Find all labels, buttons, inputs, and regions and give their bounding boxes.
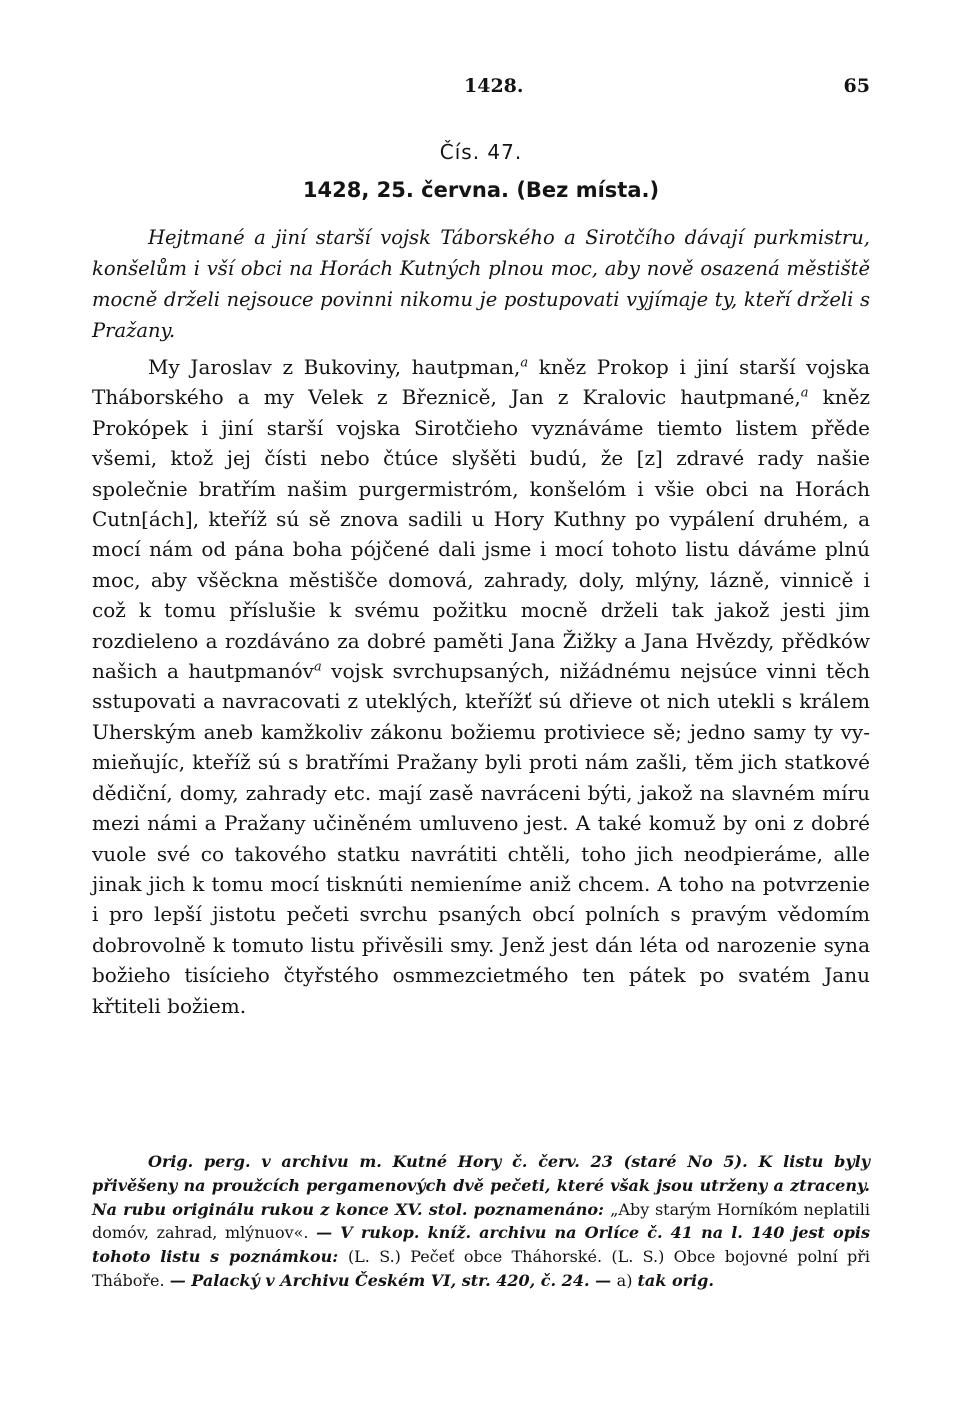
note-part: Orig. perg. v archivu m. Kutné Hory č. červ. 23 (staré No 5). K listu byly přivěšeny na proužcích pergamenových dvě pečeti, které však jsou utrženy a ztraceny. Na rubu originálu rukou z konce XV. stol. poznamenáno: [92, 1152, 870, 1219]
body-text-part: My Jaroslav z Bukoviny, hautpman, [148, 355, 521, 379]
running-head-year: 1428. [464, 75, 524, 97]
running-head [92, 75, 870, 105]
document-number: Čís. 47. [439, 140, 523, 164]
note-part: a) [616, 1270, 638, 1290]
page-number: 65 [843, 75, 870, 97]
footnote-marker: a [800, 385, 809, 401]
note-part: — V rukop. kníž. archivu na Orlíce č. 41 na l. 140 jest opis tohoto listu s poznámkou: [92, 1223, 871, 1267]
document-regest: Hejtmané a jiní starší vojsk Táborského a Sirotčího dávají purkmistru, konšelům i vší obci na Horách Kutných plnou moc, aby nově osazená městiště mocně drželi nejsouce povinni nikomu je postupovati vyjímaje ty, kteří drželi s Pražany. [92, 226, 870, 342]
note-part: — Palacký v Archivu Českém VI, str. 420, č. 24. — [169, 1270, 617, 1290]
note-part: (L. S.) Pečeť obce Tháhorské. (L. S.) Obce bojovné polní při Tháboře. [92, 1247, 871, 1290]
footnote-marker: a [313, 659, 322, 675]
body-text-part: kněz Prokop i jiní starší vojska Tháborského a my Velek z Březnicě, Jan z Kralovic hautpmané, [92, 355, 871, 410]
note-part: „Aby starým Horníkóm neplatili domóv, zahrad, mlýnuov«. [92, 1199, 870, 1243]
body-text-part: kněz Prokópek i jiní starší vojska Sirotčieho vyznáváme tiemto listem přěde všemi, ktož jej čísti nebo čtúce slyšěti budú, že [z] zdravé rady našie společnie bratřím našim purgermistróm, konšelóm i všie obci na Horách Cutn[ách], kteříž sú sě znova sadili u Hory Kuthny po vypálení druhém, a mocí nám od pána boha pójčené dali jsme i mocí tohoto listu dáváme plnú moc, aby všěckna městišče domová, zahrady, doly, mlýny, lázně, vinnicě i což k tomu příslušie k svému požitku mocně drželi tak jakož jesti jim rozdieleno a rozdáváno za dobré paměti Jana Žižky a Jana Hvězdy, přědków našich a hautpmanóv [92, 385, 870, 684]
footnote-marker: a [520, 355, 529, 371]
editorial-notes [92, 1150, 870, 1293]
document-date-place: 1428, 25. června. (Bez místa.) [302, 178, 660, 202]
note-part: tak orig. [637, 1270, 714, 1290]
document-body [92, 352, 870, 1021]
body-text-part: vojsk svrchupsaných, nižádnému nejsúce vinni těch sstupovati a navracovati z uteklých, kteřížť sú dřieve ot nich utekli s králem Uherským aneb kamžkoliv zákonu božiemu protiviece sě; jedno samy ty vymieňujíc, kteříž sú s bratřími Pražany byli proti nám zašli, těm jich statkové dědiční, domy, zahrady etc. mají zasě navráceni býti, jakož na slavném míru mezi námi a Pražany učiněném umluveno jest. A také komuž by oni z dobré vuole své co takového statku navrátiti chtěli, toho jich neodpieráme, alle jinak jich k tomu mocí tisknúti nemieníme aniž chcem. A toho na potvrzenie i pro lepší jistotu pečeti svrchu psaných obcí polních s pravým vědomím dobrovolně k tomuto listu přivěsili smy. Jenž jest dán léta od narozenie syna božieho tisícieho čtyřstého osmmezcietmého ten pátek po svatém Janu křtiteli božiem. [92, 659, 870, 1018]
